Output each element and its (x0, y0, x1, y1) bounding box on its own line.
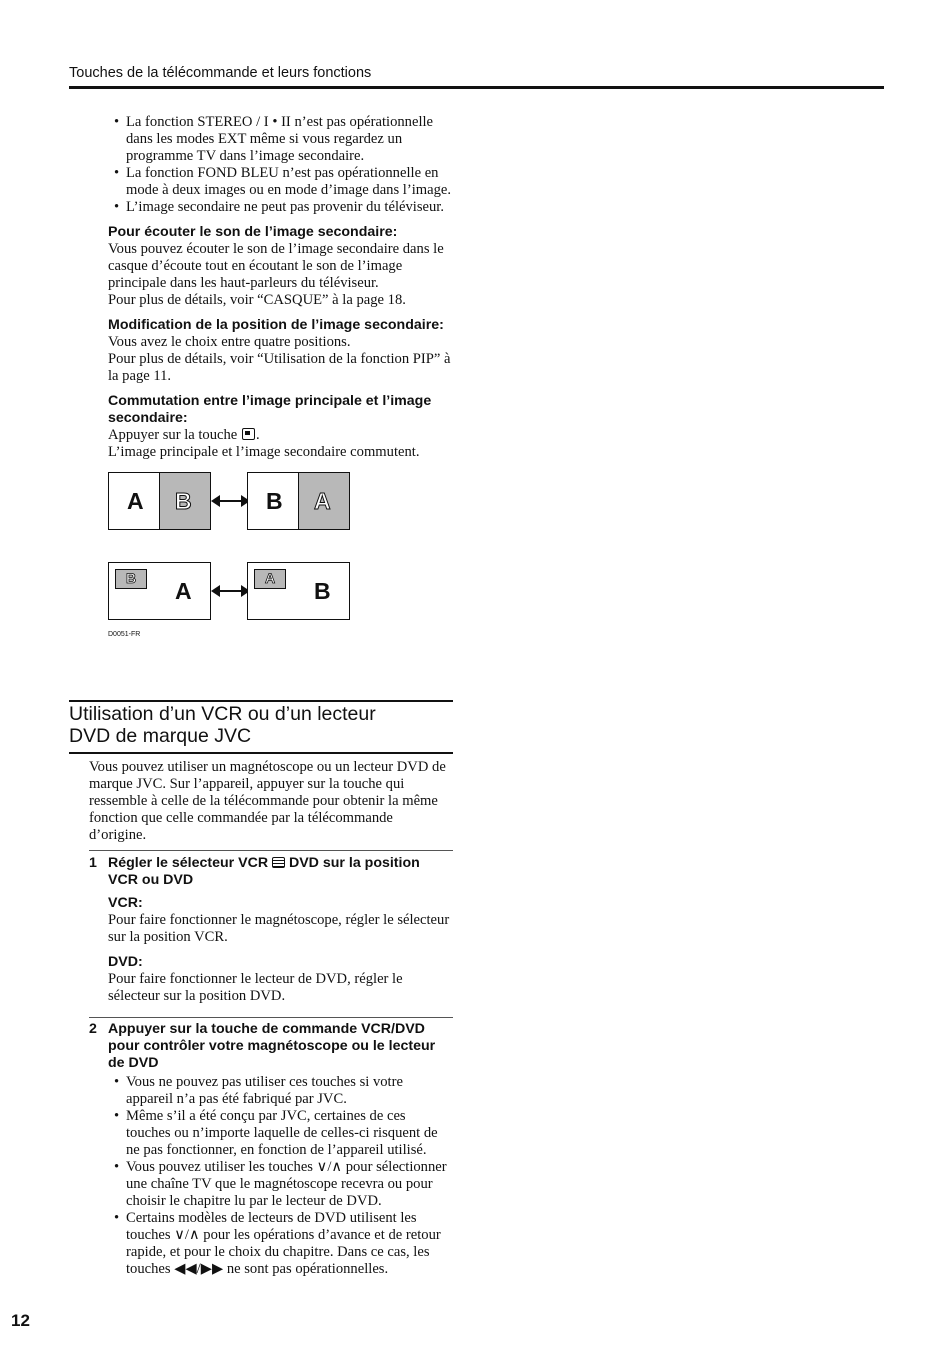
step-2-heading (69, 1021, 453, 1072)
main-label: B (314, 578, 331, 604)
intro-paragraph: Vous pouvez utiliser un magnétoscope ou un lecteur DVD de marque JVC. Sur l’appareil, appuyer sur la touche qui ressemble à celle de la télécommande pour obtenir la même fonction que celle commandée par la télécommande d’origine. (89, 759, 446, 843)
swap-diagram (69, 472, 453, 644)
section-rule-bottom (69, 752, 453, 754)
main-label: B (266, 488, 283, 514)
main-label: A (127, 488, 144, 514)
screen-pip-a (108, 562, 211, 620)
sub-label: B (175, 488, 192, 514)
sub-section-position (69, 317, 453, 385)
sub-heading: VCR: (108, 895, 143, 911)
double-arrow-icon (213, 500, 248, 502)
diagram-code: D0051-FR (108, 631, 141, 638)
list-item: • L’image secondaire ne peut pas provenir du téléviseur. (107, 199, 453, 216)
pip-inset: A (254, 569, 286, 589)
pip-inset: B (115, 569, 147, 589)
list-item: • La fonction FOND BLEU n’est pas opérationnelle en mode à deux images ou en mode d’image dans l’image. (107, 165, 453, 199)
sub-heading: Modification de la position de l’image secondaire: (108, 317, 444, 333)
paragraph (108, 427, 453, 444)
paragraph: Vous avez le choix entre quatre positions. (108, 334, 351, 350)
list-item: • Vous ne pouvez pas utiliser ces touches si votre appareil n’a pas été fabriqué par JVC. (107, 1074, 453, 1108)
step-1-heading (69, 855, 453, 889)
screen-pip-b (247, 562, 350, 620)
running-header: Touches de la télécommande et leurs fonctions (69, 65, 372, 81)
upper-column (69, 114, 453, 644)
section-rule-top (69, 700, 453, 702)
step-divider (89, 850, 453, 851)
sub-heading: Pour écouter le son de l’image secondaire: (108, 224, 398, 240)
header-rule (69, 86, 884, 89)
double-arrow-icon (213, 590, 248, 592)
paragraph: Vous pouvez écouter le son de l’image secondaire dans le casque d’écoute tout en écoutant le son de l’image principale dans les haut-parleurs du téléviseur. (108, 241, 444, 291)
sub-section-sound (69, 224, 453, 309)
step-number: 2 (89, 1021, 97, 1037)
paragraph: Pour faire fonctionner le magnétoscope, régler le sélecteur sur la position VCR. (108, 912, 450, 945)
text: . (255, 427, 260, 443)
text: DVD sur la position VCR ou DVD (108, 855, 420, 888)
list-item: • Vous pouvez utiliser les touches ∨/∧ pour sélectionner une chaîne TV que le magnétoscope recevra ou pour choisir le chapitre lu par le lecteur de DVD. (107, 1159, 453, 1210)
text: Appuyer sur la touche (108, 427, 241, 443)
step-title: Appuyer sur la touche de commande VCR/DVD pour contrôler votre magnétoscope ou le lecteur de DVD (108, 1021, 436, 1071)
list-item: • Certains modèles de lecteurs de DVD utilisent les touches ∨/∧ pour les opérations d’avance et de retour rapide, et pour le choix du chapitre. Dans ce cas, les touches ◀◀/▶▶ ne sont pas opérationnelles. (107, 1210, 453, 1278)
screen-split-ba (247, 472, 350, 530)
section-title (69, 703, 453, 747)
step-1-body (69, 895, 453, 1005)
sub-heading: DVD: (108, 954, 143, 970)
sub-heading: Commutation entre l’image principale et l’image secondaire: (108, 393, 432, 426)
step-divider (89, 1017, 453, 1018)
top-bullet-list (69, 114, 453, 216)
main-label: A (175, 578, 192, 604)
page-number: 12 (11, 1311, 30, 1330)
step-number: 1 (89, 855, 97, 871)
swap-key-icon (242, 428, 255, 440)
title-line: Utilisation d’un VCR ou d’un lecteur (69, 703, 376, 725)
list-item: • La fonction STEREO / I • II n’est pas opérationnelle dans les modes EXT même si vous regardez un programme TV dans l’image secondaire. (107, 114, 453, 165)
screen-split-ab (108, 472, 211, 530)
vcr-dvd-switch-icon (272, 857, 285, 868)
paragraph: Pour faire fonctionner le lecteur de DVD, régler le sélecteur sur la position DVD. (108, 971, 403, 1004)
paragraph: Pour plus de détails, voir “Utilisation de la fonction PIP” à la page 11. (108, 351, 451, 384)
step-title (108, 855, 453, 889)
paragraph: L’image principale et l’image secondaire commutent. (108, 444, 420, 460)
paragraph: Pour plus de détails, voir “CASQUE” à la page 18. (108, 292, 406, 308)
sub-section-swap (69, 393, 453, 461)
lower-column (69, 759, 453, 1278)
title-line: DVD de marque JVC (69, 725, 252, 747)
list-item: • Même s’il a été conçu par JVC, certaines de ces touches ou n’importe laquelle de celles-ci risquent de ne pas fonctionner, en fonction de l’appareil utilisé. (107, 1108, 453, 1159)
text: Régler le sélecteur VCR (108, 855, 273, 871)
step-2-bullet-list (69, 1074, 453, 1278)
sub-label: A (314, 488, 331, 514)
